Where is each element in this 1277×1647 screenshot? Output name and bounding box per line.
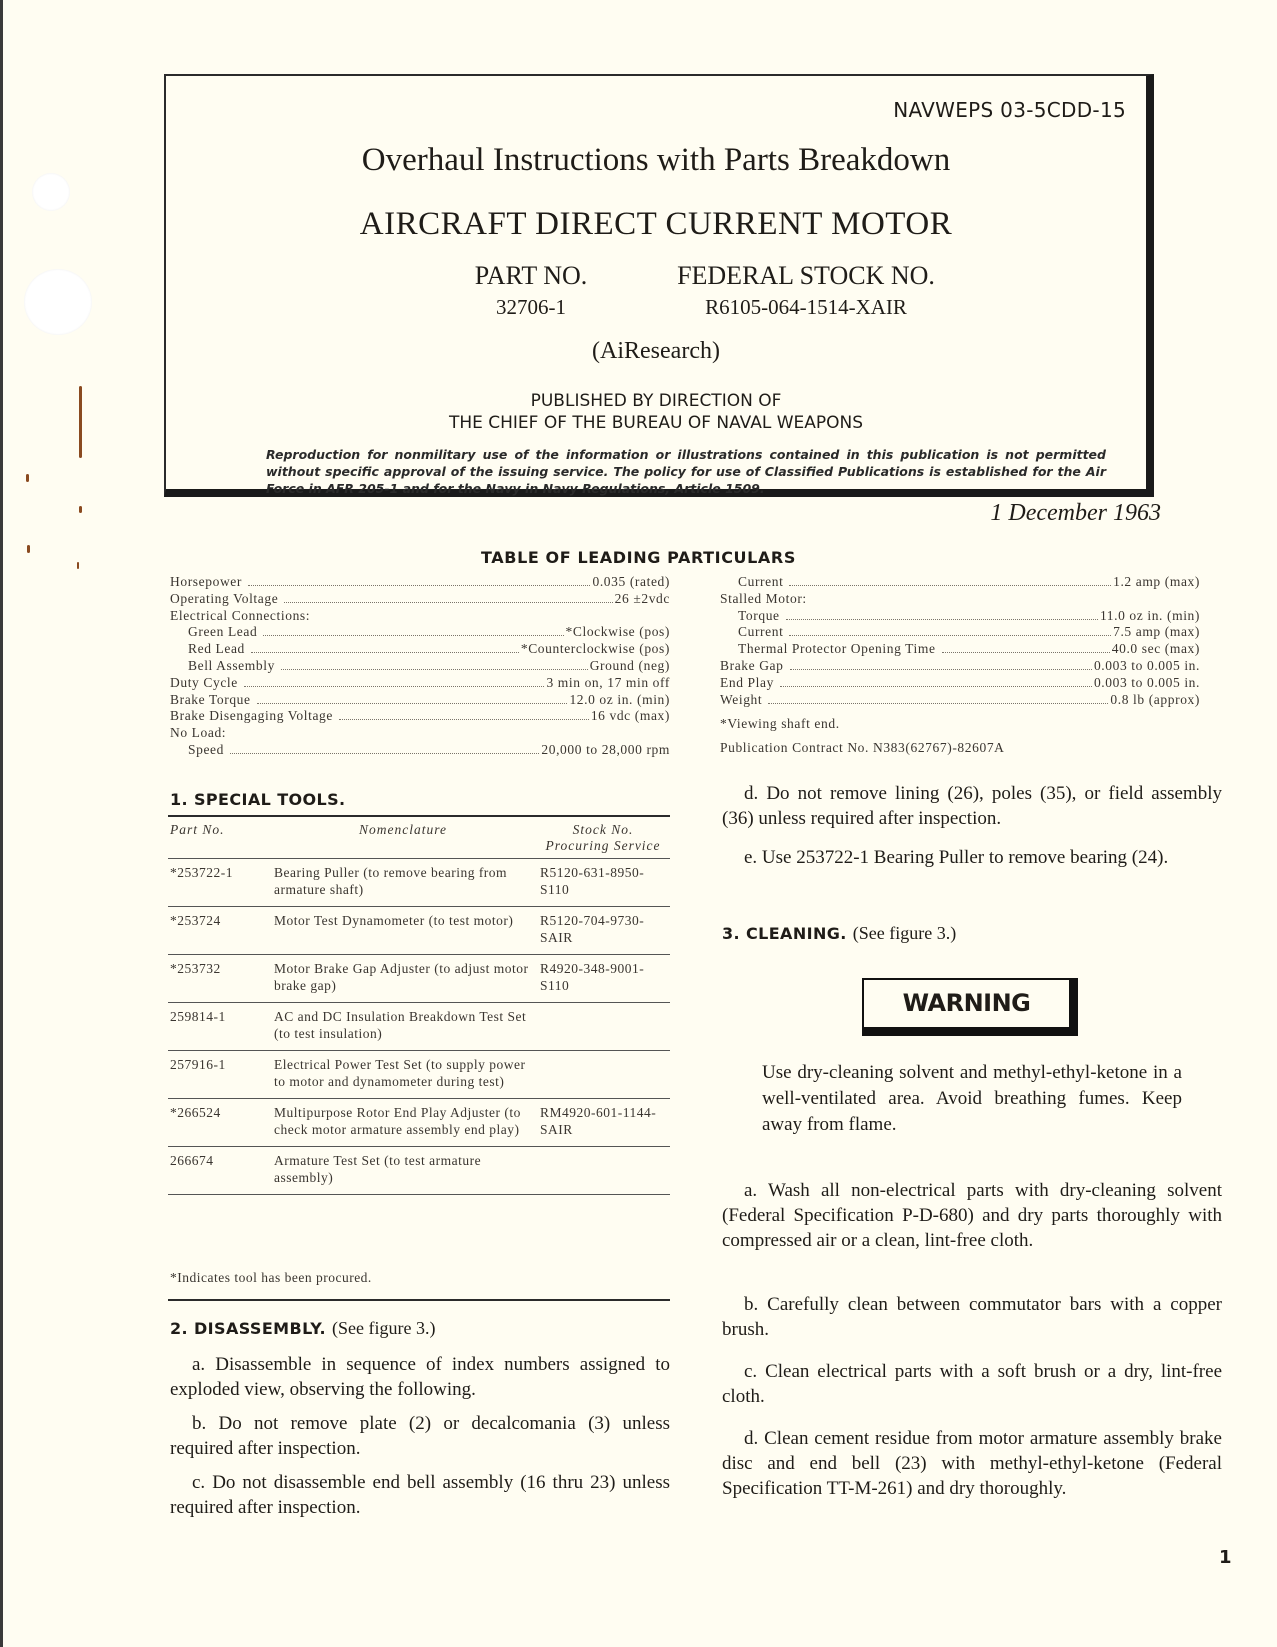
- cleaning-step-d: d. Clean cement residue from motor armature assembly brake disc and end bell (23) with methyl-ethyl-ketone (Federal Specification TT-M-261) and dry thoroughly.: [722, 1428, 1222, 1499]
- particular-group-heading: No Load:: [170, 725, 227, 741]
- column-nomenclature: Nomenclature: [270, 816, 536, 859]
- page-stain: [79, 386, 82, 458]
- cleaning-step-b: b. Carefully clean between commutator bars with a copper brush.: [722, 1294, 1222, 1340]
- particular-row: Operating Voltage 26 ±2vdc: [170, 590, 670, 606]
- special-tools-heading: 1. SPECIAL TOOLS.: [170, 790, 346, 809]
- publisher-line-1: PUBLISHED BY DIRECTION OF: [530, 391, 782, 411]
- particular-row: Current 1.2 amp (max): [738, 574, 1200, 589]
- particular-row: Torque 11.0 oz in. (min): [738, 607, 1200, 623]
- stock-number-block: [646, 261, 966, 320]
- page-number: 1: [1219, 1547, 1232, 1568]
- leading-particulars-right: [720, 574, 1200, 756]
- particular-row: Red Lead *Counterclockwise (pos): [188, 641, 670, 657]
- particular-row: Brake Gap 0.003 to 0.005 in.: [720, 657, 1200, 673]
- disassembly-heading: 2. DISASSEMBLY. (See figure 3.): [170, 1318, 436, 1338]
- punch-hole: [24, 269, 92, 335]
- particular-row: End Play 0.003 to 0.005 in.: [720, 674, 1200, 690]
- particular-group-heading: Electrical Connections:: [170, 607, 311, 623]
- particular-row: Speed 20,000 to 28,000 rpm: [188, 741, 670, 757]
- figure-reference: (See figure 3.): [852, 923, 957, 943]
- document-number: NAVWEPS 03-5CDD-15: [893, 98, 1126, 122]
- stock-number-label: FEDERAL STOCK NO.: [677, 261, 935, 290]
- page-stain: [26, 474, 29, 482]
- particular-row: Thermal Protector Opening Time 40.0 sec (max): [738, 641, 1200, 657]
- table-row: *253732 Motor Brake Gap Adjuster (to adjust motor brake gap) R4920-348-9001-S110: [168, 955, 670, 1003]
- part-number-block: [456, 261, 606, 320]
- punch-hole: [32, 173, 70, 211]
- publisher-line-2: THE CHIEF OF THE BUREAU OF NAVAL WEAPONS: [448, 413, 864, 433]
- section-divider: [168, 1299, 670, 1301]
- table-row: 259814-1 AC and DC Insulation Breakdown Test Set (to test insulation): [168, 1003, 670, 1051]
- particular-row: Bell Assembly Ground (neg): [188, 657, 670, 673]
- disassembly-step-a: a. Disassemble in sequence of index numbers assigned to exploded view, observing the following.: [170, 1354, 670, 1400]
- special-tools-table: [168, 815, 670, 1195]
- figure-reference: (See figure 3.): [332, 1318, 436, 1338]
- part-number-label: PART NO.: [474, 261, 588, 290]
- table-row: *266524 Multipurpose Rotor End Play Adjuster (to check motor armature assembly end play) RM4920-601-1144-SAIR: [168, 1099, 670, 1147]
- particular-row: Brake Torque 12.0 oz in. (min): [170, 691, 670, 707]
- manufacturer: (AiResearch): [592, 338, 720, 364]
- table-header-row: [168, 816, 670, 859]
- particular-row: Weight 0.8 lb (approx): [720, 691, 1200, 707]
- disassembly-step-b: b. Do not remove plate (2) or decalcomania (3) unless required after inspection.: [170, 1413, 670, 1459]
- page-edge: [0, 0, 3, 1647]
- table-row: 257916-1 Electrical Power Test Set (to supply power to motor and dynamometer during test): [168, 1051, 670, 1099]
- document-subject: AIRCRAFT DIRECT CURRENT MOTOR: [359, 206, 953, 242]
- title-block: [164, 74, 1154, 497]
- stock-number-value: R6105-064-1514-XAIR: [705, 295, 907, 319]
- particular-row: Horsepower 0.035 (rated): [170, 574, 670, 589]
- publication-date: 1 December 1963: [990, 500, 1161, 526]
- column-part-no: Part No.: [168, 816, 270, 859]
- part-number-value: 32706-1: [496, 295, 566, 319]
- warning-label: WARNING: [862, 978, 1078, 1036]
- table-row: *253724 Motor Test Dynamometer (to test motor) R5120-704-9730-SAIR: [168, 907, 670, 955]
- disassembly-step-c: c. Do not disassemble end bell assembly (16 thru 23) unless required after inspection.: [170, 1472, 670, 1518]
- cleaning-heading: 3. CLEANING. (See figure 3.): [722, 923, 957, 943]
- particular-row: Green Lead *Clockwise (pos): [188, 624, 670, 640]
- page-stain: [79, 506, 82, 513]
- leading-particulars-left: [170, 574, 670, 759]
- leading-particulars-title: TABLE OF LEADING PARTICULARS: [481, 548, 796, 567]
- disassembly-step-d: d. Do not remove lining (26), poles (35), or field assembly (36) unless required after inspection.: [722, 783, 1222, 829]
- cleaning-step-a: a. Wash all non-electrical parts with dry-cleaning solvent (Federal Specification P-D-680) and dry parts thoroughly with compressed air or a clean, lint-free cloth.: [722, 1180, 1222, 1251]
- tools-footnote: *Indicates tool has been procured.: [170, 1270, 372, 1285]
- cleaning-step-c: c. Clean electrical parts with a soft brush or a dry, lint-free cloth.: [722, 1361, 1222, 1407]
- column-stock-no: Stock No. Procuring Service: [536, 816, 670, 859]
- disassembly-step-e: e. Use 253722-1 Bearing Puller to remove bearing (24).: [744, 847, 1169, 868]
- warning-text: Use dry-cleaning solvent and methyl-ethyl-ketone in a well-ventilated area. Avoid breathing fumes. Keep away from flame.: [762, 1062, 1182, 1135]
- reproduction-notice: Reproduction for nonmilitary use of the information or illustrations contained in this publication is not permitted without specific approval of the issuing service. The policy for use of Classified Publications is established for the Air Force in AFR 205-1 and for the Navy in Navy Regulations, Article 1509.: [266, 447, 1106, 496]
- particular-row: Current 7.5 amp (max): [738, 624, 1200, 640]
- document-title: Overhaul Instructions with Parts Breakdown: [361, 142, 951, 178]
- publication-contract: Publication Contract No. N383(62767)-82607A: [720, 740, 1005, 756]
- particulars-footnote: *Viewing shaft end.: [720, 716, 840, 732]
- table-row: *253722-1 Bearing Puller (to remove bearing from armature shaft) R5120-631-8950-S110: [168, 859, 670, 907]
- publisher: [166, 390, 1146, 434]
- particular-row: Duty Cycle 3 min on, 17 min off: [170, 674, 670, 690]
- particular-row: Brake Disengaging Voltage 16 vdc (max): [170, 708, 670, 724]
- table-row: 266674 Armature Test Set (to test armature assembly): [168, 1147, 670, 1195]
- particular-group-heading: Stalled Motor:: [720, 590, 807, 606]
